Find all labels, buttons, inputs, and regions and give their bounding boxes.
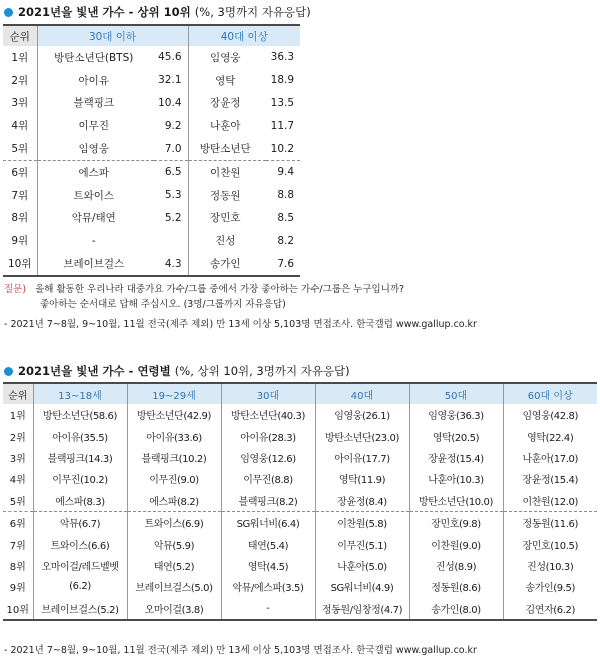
by-age-table — [3, 382, 597, 621]
singer-cell: 이찬원(9.0) — [409, 533, 503, 554]
by-age-row — [3, 598, 597, 620]
top10-row — [3, 137, 300, 160]
singer-cell: 방탄소년단(42.9) — [127, 404, 221, 425]
group-b-value-cell: 9.4 — [266, 160, 300, 183]
by-age-row — [3, 425, 597, 446]
singer-cell: 나훈아(5.0) — [315, 555, 409, 576]
top10-row — [3, 207, 300, 230]
section2-source: - 2021년 7~8월, 9~10월, 11월 전국(제주 제외) 만 13세 이상 5,103명 면접조사. 한국갤럽 www.gallup.co.kr — [4, 645, 477, 656]
by-age-row — [3, 511, 597, 533]
singer-cell: 트와이스(6.9) — [127, 511, 221, 533]
header-group-40s-above: 40대 이상 — [188, 25, 300, 46]
singer-cell: 블랙핑크(10.2) — [127, 447, 221, 468]
singer-cell: 송가인(8.0) — [409, 598, 503, 620]
top10-header-row — [3, 25, 300, 46]
singer-cell: 장민호(10.5) — [503, 533, 597, 554]
group-a-value-cell: 9.2 — [164, 119, 182, 132]
singer-cell: 임영웅(26.1) — [315, 404, 409, 425]
singer-cell: 악뮤(5.9) — [127, 533, 221, 554]
group-b-name-cell: 장윤정 — [188, 92, 266, 115]
group-a-value-cell: 10.4 — [158, 96, 182, 109]
rank-cell: 5위 — [11, 143, 29, 156]
by-age-row — [3, 490, 597, 512]
question-line2: 좋아하는 순서대로 답해 주십시오. (3명/그룹까지 자유응답) — [40, 299, 286, 310]
rank-cell: 4위 — [9, 475, 26, 487]
singer-cell: 에스파(8.2) — [127, 490, 221, 512]
group-b-name-cell: 이찬원 — [188, 160, 266, 183]
singer-cell: 정동원(8.6) — [409, 576, 503, 597]
group-b-value-cell: 13.5 — [270, 96, 295, 109]
group-a-name-cell: 이무진 — [37, 114, 154, 137]
section1-subtitle: (%, 3명까지 자유응답) — [194, 5, 311, 19]
singer-cell: 방탄소년단(40.3) — [221, 404, 315, 425]
singer-cell: 오마이걸/레드벨벳 — [33, 555, 127, 576]
rank-cell: 8위 — [9, 561, 26, 573]
singer-cell: 에스파(8.3) — [33, 490, 127, 512]
rank-cell: 1위 — [11, 51, 29, 64]
group-b-name-cell: 장민호 — [188, 207, 266, 230]
singer-cell: 나훈아(10.3) — [409, 468, 503, 489]
by-age-row — [3, 447, 597, 468]
singer-cell: 장윤정(8.4) — [315, 490, 409, 512]
singer-cell: 태연(5.4) — [221, 533, 315, 554]
singer-cell: 악뮤(6.7) — [33, 511, 127, 533]
rank-cell: 7위 — [11, 189, 29, 202]
section2-title-text: 2021년을 빛낸 가수 - 연령별 — [18, 364, 171, 378]
by-age-row — [3, 404, 597, 425]
top10-row — [3, 92, 300, 115]
group-a-value-cell: 6.5 — [154, 160, 188, 183]
singer-cell: 정동원/임창정(4.7) — [315, 598, 409, 620]
singer-cell: 방탄소년단(10.0) — [409, 490, 503, 512]
section1-title-text: 2021년을 빛낸 가수 - 상위 10위 — [18, 5, 191, 19]
singer-cell: 블랙핑크(14.3) — [33, 447, 127, 468]
rank-cell: 7위 — [9, 540, 26, 552]
rank-cell: 5위 — [9, 496, 26, 508]
singer-cell: 이찬원(5.8) — [315, 511, 409, 533]
rank-cell: 6위 — [3, 511, 33, 533]
singer-cell: 임영웅(36.3) — [409, 404, 503, 425]
top10-row — [3, 184, 300, 207]
singer-cell: 영탁(20.5) — [409, 425, 503, 446]
singer-cell: 이무진(10.2) — [33, 468, 127, 489]
group-b-value-cell: 8.2 — [277, 234, 295, 247]
top10-row — [3, 229, 300, 252]
question-note — [4, 283, 404, 297]
group-b-name-cell: 영탁 — [188, 69, 266, 92]
group-b-value-cell: 11.7 — [270, 119, 295, 132]
header-age-group: 50대 — [409, 383, 503, 404]
singer-cell: 브레이브걸스(5.0) — [127, 576, 221, 597]
singer-cell: 아이유(33.6) — [127, 425, 221, 446]
by-age-row — [3, 555, 597, 576]
top10-row — [3, 69, 300, 92]
singer-cell: 블랙핑크(8.2) — [221, 490, 315, 512]
singer-cell: 영탁(4.5) — [221, 555, 315, 576]
singer-cell: 임영웅(42.8) — [503, 404, 597, 425]
group-b-name-cell: 임영웅 — [188, 46, 266, 69]
group-a-value-cell: 5.3 — [164, 189, 182, 202]
singer-cell: 방탄소년단(23.0) — [315, 425, 409, 446]
group-a-name-cell: 임영웅 — [37, 137, 154, 160]
rank-cell: 3위 — [11, 97, 29, 110]
singer-cell: 장윤정(15.4) — [503, 468, 597, 489]
by-age-row — [3, 576, 597, 597]
group-b-value-cell: 8.5 — [277, 211, 295, 224]
singer-cell: 악뮤/에스파(3.5) — [221, 576, 315, 597]
group-b-value-cell: 7.6 — [277, 257, 295, 270]
group-a-name-cell: 악뮤/태연 — [37, 207, 154, 230]
group-a-name-cell: - — [37, 229, 154, 252]
rank-cell: 3위 — [9, 453, 26, 465]
singer-cell: 이무진(9.0) — [127, 468, 221, 489]
singer-cell: 영탁(11.9) — [315, 468, 409, 489]
singer-cell: - — [221, 598, 315, 620]
group-b-value-cell: 8.8 — [277, 189, 295, 202]
bullet-icon — [4, 8, 13, 17]
header-group-30s-below: 30대 이하 — [37, 25, 188, 46]
group-b-name-cell: 진성 — [188, 229, 266, 252]
header-age-group: 19~29세 — [127, 383, 221, 404]
singer-cell: (6.2) — [33, 576, 127, 597]
group-a-name-cell: 아이유 — [37, 69, 154, 92]
header-rank: 순위 — [3, 25, 37, 46]
section1-title — [4, 4, 311, 20]
rank-cell: 4위 — [11, 120, 29, 133]
group-b-value-cell: 36.3 — [270, 51, 295, 64]
section1-source: - 2021년 7~8월, 9~10월, 11월 전국(제주 제외) 만 13세 이상 5,103명 면접조사. 한국갤럽 www.gallup.co.kr — [4, 319, 477, 330]
singer-cell: SG워너비(4.9) — [315, 576, 409, 597]
singer-cell: 진성(10.3) — [503, 555, 597, 576]
header-age-group: 13~18세 — [33, 383, 127, 404]
singer-cell: 오마이걸(3.8) — [127, 598, 221, 620]
singer-cell: 아이유(35.5) — [33, 425, 127, 446]
group-a-value-cell: 5.2 — [164, 211, 182, 224]
singer-cell: 브레이브걸스(5.2) — [33, 598, 127, 620]
group-b-value-cell: 10.2 — [270, 142, 295, 155]
section2-title — [4, 363, 350, 379]
group-a-value-cell: 4.3 — [164, 257, 182, 270]
singer-cell: 영탁(22.4) — [503, 425, 597, 446]
singer-cell: 진성(8.9) — [409, 555, 503, 576]
rank-cell: 1위 — [9, 411, 26, 423]
question-label: 질문) — [4, 284, 27, 295]
singer-cell: 아이유(17.7) — [315, 447, 409, 468]
top10-row — [3, 160, 300, 183]
singer-cell: 이찬원(12.0) — [503, 490, 597, 512]
group-b-name-cell: 정동원 — [188, 184, 266, 207]
group-a-value-cell — [154, 229, 188, 252]
singer-cell: 김연자(6.2) — [503, 598, 597, 620]
singer-cell: SG워너비(6.4) — [221, 511, 315, 533]
rank-cell: 2위 — [11, 74, 29, 87]
rank-cell: 8위 — [11, 212, 29, 225]
singer-cell: 이무진(8.8) — [221, 468, 315, 489]
rank-cell: 10위 — [6, 604, 29, 616]
question-line1: 올해 활동한 우리나라 대중가요 가수/그룹 중에서 가장 좋아하는 가수/그룹은 누구입니까? — [35, 284, 405, 295]
group-a-name-cell: 브레이브걸스 — [37, 252, 154, 276]
singer-cell: 이무진(5.1) — [315, 533, 409, 554]
rank-cell: 9위 — [9, 583, 26, 595]
rank-cell: 9위 — [11, 235, 29, 248]
singer-cell: 아이유(28.3) — [221, 425, 315, 446]
header-age-group: 60대 이상 — [503, 383, 597, 404]
header-rank: 순위 — [3, 383, 33, 404]
group-a-value-cell: 32.1 — [158, 74, 182, 87]
section2-subtitle: (%, 상위 10위, 3명까지 자유응답) — [174, 364, 350, 378]
by-age-row — [3, 533, 597, 554]
singer-cell: 정동원(11.6) — [503, 511, 597, 533]
header-age-group: 40대 — [315, 383, 409, 404]
group-b-name-cell: 방탄소년단 — [188, 137, 266, 160]
group-b-name-cell: 나훈아 — [188, 114, 266, 137]
singer-cell: 방탄소년단(58.6) — [33, 404, 127, 425]
rank-cell: 6위 — [3, 160, 37, 183]
header-age-group: 30대 — [221, 383, 315, 404]
top10-row — [3, 114, 300, 137]
group-a-name-cell: 방탄소년단(BTS) — [37, 46, 154, 69]
by-age-row — [3, 468, 597, 489]
rank-cell: 2위 — [9, 432, 26, 444]
group-b-value-cell: 18.9 — [270, 74, 295, 87]
group-a-name-cell: 블랙핑크 — [37, 92, 154, 115]
singer-cell: 태연(5.2) — [127, 555, 221, 576]
group-b-name-cell: 송가인 — [188, 252, 266, 276]
group-a-name-cell: 에스파 — [37, 160, 154, 183]
bullet-icon — [4, 367, 13, 376]
group-a-value-cell: 7.0 — [164, 142, 182, 155]
top10-row — [3, 252, 300, 276]
top10-table — [3, 24, 300, 277]
singer-cell: 나훈아(17.0) — [503, 447, 597, 468]
group-a-value-cell: 45.6 — [158, 51, 182, 64]
by-age-header-row — [3, 383, 597, 404]
top10-row — [3, 46, 300, 69]
singer-cell: 장윤정(15.4) — [409, 447, 503, 468]
singer-cell: 트와이스(6.6) — [33, 533, 127, 554]
question-note-2 — [40, 298, 286, 312]
singer-cell: 송가인(9.5) — [503, 576, 597, 597]
rank-cell: 10위 — [7, 258, 32, 271]
group-a-name-cell: 트와이스 — [37, 184, 154, 207]
singer-cell: 임영웅(12.6) — [221, 447, 315, 468]
singer-cell: 장민호(9.8) — [409, 511, 503, 533]
